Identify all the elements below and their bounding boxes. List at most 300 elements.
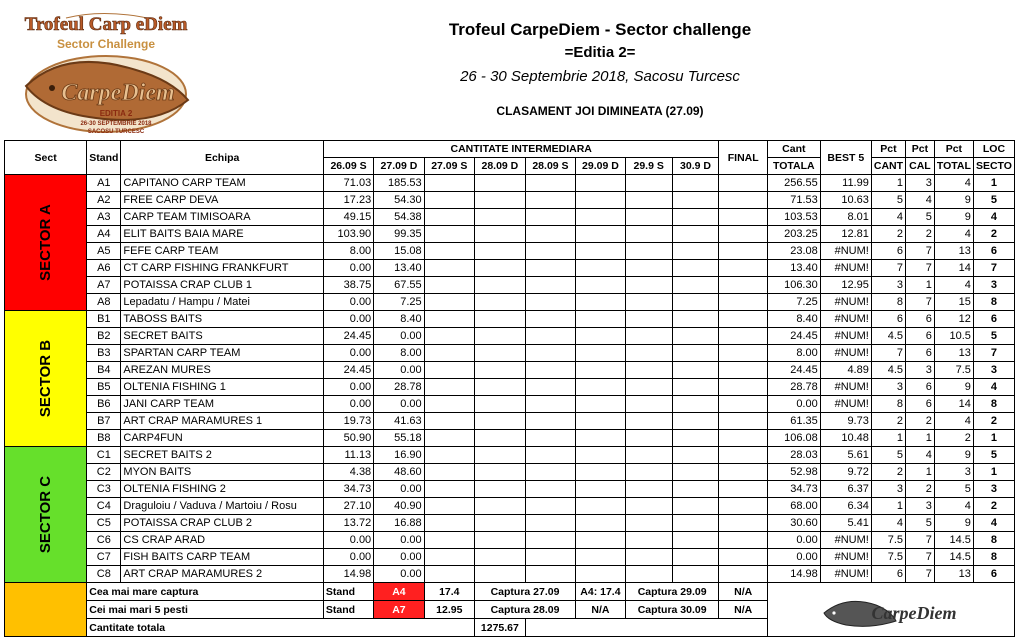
pct-cal-cell: 3 <box>906 498 935 515</box>
empty-day-cell <box>576 294 626 311</box>
stand-cell: B4 <box>87 362 121 379</box>
pct-cal-cell: 4 <box>906 447 935 464</box>
empty-day-cell <box>625 243 672 260</box>
table-row <box>5 379 1015 396</box>
empty-day-cell <box>525 243 575 260</box>
loc-cell: 4 <box>973 379 1014 396</box>
team-cell: CARP TEAM TIMISOARA <box>121 209 324 226</box>
col-day: 30.9 D <box>672 158 719 175</box>
final-cell <box>719 277 767 294</box>
pct-cal-cell: 7 <box>906 532 935 549</box>
empty-day-cell <box>625 192 672 209</box>
empty-day-cell <box>625 294 672 311</box>
pct-cant-cell: 3 <box>871 379 905 396</box>
table-body <box>5 175 1015 583</box>
stand-cell: B5 <box>87 379 121 396</box>
capture-2709-label: Captura 27.09 <box>474 583 575 601</box>
empty-day-cell <box>525 209 575 226</box>
col-day: 27.09 D <box>374 158 424 175</box>
pct-cant-cell: 2 <box>871 413 905 430</box>
sector-label: SECTOR A <box>5 175 87 311</box>
day2-cell: 16.90 <box>374 447 424 464</box>
final-cell <box>719 566 767 583</box>
biggest-catch-value: 17.4 <box>424 583 474 601</box>
table-row <box>5 192 1015 209</box>
empty-day-cell <box>576 192 626 209</box>
day1-cell: 24.45 <box>323 362 373 379</box>
best5-cell: 11.99 <box>820 175 871 192</box>
empty-day-cell <box>525 277 575 294</box>
pct-cal-cell: 2 <box>906 481 935 498</box>
team-cell: ART CRAP MARAMURES 1 <box>121 413 324 430</box>
team-cell: CARP4FUN <box>121 430 324 447</box>
total-cell: 13.40 <box>767 260 820 277</box>
table-row <box>5 362 1015 379</box>
carpediem-footer-logo <box>816 583 966 633</box>
team-cell: ELIT BAITS BAIA MARE <box>121 226 324 243</box>
pct-cal-cell: 1 <box>906 430 935 447</box>
loc-cell: 6 <box>973 311 1014 328</box>
pct-cant-cell: 7.5 <box>871 549 905 566</box>
col-pct-cant: CANT <box>871 158 905 175</box>
empty-day-cell <box>672 498 719 515</box>
empty-day-cell <box>525 328 575 345</box>
day1-cell: 103.90 <box>323 226 373 243</box>
pct-cant-cell: 6 <box>871 243 905 260</box>
total-cell: 28.78 <box>767 379 820 396</box>
empty-day-cell <box>576 260 626 277</box>
empty-day-cell <box>424 226 474 243</box>
stand-cell: B3 <box>87 345 121 362</box>
best5-cell: #NUM! <box>820 328 871 345</box>
best5-cell: 6.37 <box>820 481 871 498</box>
total-cell: 52.98 <box>767 464 820 481</box>
empty-day-cell <box>672 226 719 243</box>
empty-day-cell <box>672 413 719 430</box>
pct-total-cell: 14 <box>934 260 973 277</box>
empty-day-cell <box>525 362 575 379</box>
empty-day-cell <box>576 226 626 243</box>
pct-total-cell: 14.5 <box>934 549 973 566</box>
day2-cell: 41.63 <box>374 413 424 430</box>
empty-day-cell <box>474 362 525 379</box>
empty-day-cell <box>474 515 525 532</box>
final-cell <box>719 515 767 532</box>
pct-total-cell: 4 <box>934 277 973 294</box>
capture-3009-label: Captura 30.09 <box>625 601 719 619</box>
pct-total-cell: 4 <box>934 413 973 430</box>
table-row <box>5 260 1015 277</box>
day2-cell: 48.60 <box>374 464 424 481</box>
empty-day-cell <box>625 413 672 430</box>
day2-cell: 67.55 <box>374 277 424 294</box>
empty-day-cell <box>525 311 575 328</box>
day1-cell: 34.73 <box>323 481 373 498</box>
day2-cell: 40.90 <box>374 498 424 515</box>
capture-2809-value: N/A <box>576 601 626 619</box>
empty-day-cell <box>625 464 672 481</box>
col-day: 28.09 S <box>525 158 575 175</box>
empty-day-cell <box>474 379 525 396</box>
day1-cell: 50.90 <box>323 430 373 447</box>
total-cell: 106.30 <box>767 277 820 294</box>
pct-total-cell: 3 <box>934 464 973 481</box>
empty-day-cell <box>672 362 719 379</box>
total-cell: 28.03 <box>767 447 820 464</box>
col-day: 29.09 D <box>576 158 626 175</box>
empty-day-cell <box>424 243 474 260</box>
loc-cell: 5 <box>973 328 1014 345</box>
best5-cell: #NUM! <box>820 566 871 583</box>
team-cell: AREZAN MURES <box>121 362 324 379</box>
sector-label: SECTOR B <box>5 311 87 447</box>
table-row <box>5 294 1015 311</box>
day1-cell: 0.00 <box>323 311 373 328</box>
biggest-catch-label: Cea mai mare captura <box>87 583 324 601</box>
empty-day-cell <box>672 481 719 498</box>
biggest-catch-stand: A4 <box>374 583 424 601</box>
empty-day-cell <box>625 209 672 226</box>
loc-cell: 3 <box>973 277 1014 294</box>
day1-cell: 0.00 <box>323 345 373 362</box>
pct-cal-cell: 1 <box>906 277 935 294</box>
empty-day-cell <box>672 379 719 396</box>
best5-cell: 9.73 <box>820 413 871 430</box>
col-day: 26.09 S <box>323 158 373 175</box>
svg-text:Trofeul Carp eDiem: Trofeul Carp eDiem <box>24 14 188 35</box>
final-cell <box>719 260 767 277</box>
empty-day-cell <box>672 243 719 260</box>
empty-day-cell <box>474 396 525 413</box>
empty-day-cell <box>474 209 525 226</box>
empty-day-cell <box>424 311 474 328</box>
empty-day-cell <box>525 515 575 532</box>
best5-cell: #NUM! <box>820 345 871 362</box>
total-cell: 203.25 <box>767 226 820 243</box>
pct-total-cell: 12 <box>934 311 973 328</box>
final-cell <box>719 175 767 192</box>
empty-day-cell <box>625 175 672 192</box>
pct-cant-cell: 5 <box>871 447 905 464</box>
day2-cell: 8.00 <box>374 345 424 362</box>
table-row <box>5 430 1015 447</box>
loc-cell: 5 <box>973 192 1014 209</box>
empty-day-cell <box>625 277 672 294</box>
stand-cell: A1 <box>87 175 121 192</box>
stand-cell: A7 <box>87 277 121 294</box>
svg-text:Sector Challenge: Sector Challenge <box>56 37 156 51</box>
table-row <box>5 413 1015 430</box>
empty-day-cell <box>424 345 474 362</box>
pct-total-cell: 13 <box>934 566 973 583</box>
empty-day-cell <box>576 566 626 583</box>
empty-day-cell <box>525 192 575 209</box>
pct-total-cell: 9 <box>934 379 973 396</box>
empty-day-cell <box>474 430 525 447</box>
pct-total-cell: 13 <box>934 345 973 362</box>
pct-cal-cell: 1 <box>906 464 935 481</box>
empty-day-cell <box>424 294 474 311</box>
loc-cell: 1 <box>973 175 1014 192</box>
stand-cell: B1 <box>87 311 121 328</box>
day1-cell: 24.45 <box>323 328 373 345</box>
day1-cell: 27.10 <box>323 498 373 515</box>
empty-day-cell <box>474 447 525 464</box>
empty-day-cell <box>424 362 474 379</box>
total-cell: 30.60 <box>767 515 820 532</box>
col-loc-top: LOC <box>973 141 1014 158</box>
stand-label: Stand <box>323 601 373 619</box>
empty-day-cell <box>576 328 626 345</box>
report-title: Trofeul CarpeDiem - Sector challenge <box>448 20 752 39</box>
team-cell: CAPITANO CARP TEAM <box>121 175 324 192</box>
total-cell: 0.00 <box>767 532 820 549</box>
pct-cal-cell: 3 <box>906 175 935 192</box>
pct-total-cell: 5 <box>934 481 973 498</box>
day1-cell: 0.00 <box>323 379 373 396</box>
empty-day-cell <box>672 447 719 464</box>
ranking-title: CLASAMENT JOI DIMINEATA (27.09) <box>496 104 704 118</box>
empty-day-cell <box>625 345 672 362</box>
final-cell <box>719 226 767 243</box>
pct-cant-cell: 2 <box>871 464 905 481</box>
team-cell: FREE CARP DEVA <box>121 192 324 209</box>
pct-cal-cell: 3 <box>906 362 935 379</box>
empty-day-cell <box>576 481 626 498</box>
total-cell: 7.25 <box>767 294 820 311</box>
col-team: Echipa <box>121 141 324 175</box>
day1-cell: 17.23 <box>323 192 373 209</box>
total-cell: 256.55 <box>767 175 820 192</box>
empty-day-cell <box>474 481 525 498</box>
table-row <box>5 532 1015 549</box>
empty-day-cell <box>625 566 672 583</box>
empty-day-cell <box>525 566 575 583</box>
day2-cell: 28.78 <box>374 379 424 396</box>
total-cell: 8.00 <box>767 345 820 362</box>
loc-cell: 7 <box>973 260 1014 277</box>
stand-cell: C2 <box>87 464 121 481</box>
pct-cant-cell: 4 <box>871 209 905 226</box>
empty-day-cell <box>525 447 575 464</box>
day2-cell: 8.40 <box>374 311 424 328</box>
day1-cell: 13.72 <box>323 515 373 532</box>
final-cell <box>719 294 767 311</box>
best5-cell: 12.95 <box>820 277 871 294</box>
col-pct-cal: CAL <box>906 158 935 175</box>
pct-cal-cell: 6 <box>906 311 935 328</box>
day2-cell: 99.35 <box>374 226 424 243</box>
pct-cal-cell: 6 <box>906 379 935 396</box>
pct-cal-cell: 5 <box>906 209 935 226</box>
best5-fish-value: 12.95 <box>424 601 474 619</box>
day1-cell: 0.00 <box>323 532 373 549</box>
table-row <box>5 549 1015 566</box>
day2-cell: 0.00 <box>374 396 424 413</box>
loc-cell: 2 <box>973 413 1014 430</box>
empty-day-cell <box>625 328 672 345</box>
empty-day-cell <box>525 549 575 566</box>
table-row <box>5 447 1015 464</box>
pct-cant-cell: 5 <box>871 192 905 209</box>
empty-day-cell <box>576 175 626 192</box>
loc-cell: 1 <box>973 430 1014 447</box>
best5-cell: #NUM! <box>820 379 871 396</box>
loc-cell: 8 <box>973 396 1014 413</box>
stand-cell: C7 <box>87 549 121 566</box>
pct-cant-cell: 4.5 <box>871 328 905 345</box>
empty-day-cell <box>672 345 719 362</box>
total-cell: 0.00 <box>767 396 820 413</box>
best5-cell: 8.01 <box>820 209 871 226</box>
total-cell: 34.73 <box>767 481 820 498</box>
empty-day-cell <box>474 260 525 277</box>
best5-cell: #NUM! <box>820 532 871 549</box>
best5-cell: #NUM! <box>820 243 871 260</box>
stand-cell: A8 <box>87 294 121 311</box>
total-cell: 0.00 <box>767 549 820 566</box>
pct-cant-cell: 1 <box>871 175 905 192</box>
empty-day-cell <box>576 532 626 549</box>
pct-cant-cell: 7 <box>871 260 905 277</box>
day1-cell: 49.15 <box>323 209 373 226</box>
empty-day-cell <box>672 396 719 413</box>
loc-cell: 8 <box>973 549 1014 566</box>
svg-text:EDITIA 2: EDITIA 2 <box>99 109 133 118</box>
day1-cell: 14.98 <box>323 566 373 583</box>
total-quantity-value: 1275.67 <box>474 619 525 637</box>
empty-day-cell <box>625 549 672 566</box>
final-cell <box>719 498 767 515</box>
empty-day-cell <box>576 362 626 379</box>
empty-day-cell <box>525 345 575 362</box>
loc-cell: 3 <box>973 362 1014 379</box>
pct-total-cell: 9 <box>934 447 973 464</box>
table-row <box>5 277 1015 294</box>
stand-cell: A5 <box>87 243 121 260</box>
empty-day-cell <box>576 396 626 413</box>
empty-day-cell <box>576 464 626 481</box>
empty-day-cell <box>474 175 525 192</box>
pct-cal-cell: 7 <box>906 260 935 277</box>
empty-day-cell <box>625 481 672 498</box>
empty-day-cell <box>576 277 626 294</box>
report-header <box>0 0 1015 140</box>
final-cell <box>719 464 767 481</box>
empty-day-cell <box>424 447 474 464</box>
empty-day-cell <box>525 379 575 396</box>
empty-day-cell <box>576 447 626 464</box>
best5-cell: #NUM! <box>820 294 871 311</box>
pct-total-cell: 4 <box>934 498 973 515</box>
empty-day-cell <box>672 192 719 209</box>
sector-label: SECTOR C <box>5 447 87 583</box>
day1-cell: 4.38 <box>323 464 373 481</box>
empty-day-cell <box>576 430 626 447</box>
empty-day-cell <box>424 396 474 413</box>
capture-3009-value: N/A <box>719 601 767 619</box>
empty-day-cell <box>474 226 525 243</box>
pct-cal-cell: 6 <box>906 345 935 362</box>
day1-cell: 71.03 <box>323 175 373 192</box>
empty-day-cell <box>625 396 672 413</box>
empty-day-cell <box>672 277 719 294</box>
stand-cell: A3 <box>87 209 121 226</box>
empty-day-cell <box>672 515 719 532</box>
pct-cant-cell: 1 <box>871 498 905 515</box>
final-cell <box>719 243 767 260</box>
team-cell: SECRET BAITS 2 <box>121 447 324 464</box>
team-cell: POTAISSA CRAP CLUB 2 <box>121 515 324 532</box>
pct-cant-cell: 1 <box>871 430 905 447</box>
empty-day-cell <box>625 515 672 532</box>
final-cell <box>719 209 767 226</box>
pct-cant-cell: 2 <box>871 226 905 243</box>
final-cell <box>719 192 767 209</box>
empty-day-cell <box>474 243 525 260</box>
best5-cell: #NUM! <box>820 396 871 413</box>
team-cell: CT CARP FISHING FRANKFURT <box>121 260 324 277</box>
stand-cell: C8 <box>87 566 121 583</box>
loc-cell: 7 <box>973 345 1014 362</box>
empty-day-cell <box>576 311 626 328</box>
day2-cell: 0.00 <box>374 566 424 583</box>
empty-day-cell <box>474 464 525 481</box>
team-cell: MYON BAITS <box>121 464 324 481</box>
empty-day-cell <box>576 515 626 532</box>
pct-cal-cell: 7 <box>906 243 935 260</box>
empty-day-cell <box>525 532 575 549</box>
svg-text:26-30 SEPTEMBRIE 2018: 26-30 SEPTEMBRIE 2018 <box>80 121 152 127</box>
day1-cell: 0.00 <box>323 260 373 277</box>
team-cell: Lepadatu / Hampu / Matei <box>121 294 324 311</box>
col-intermediate: CANTITATE INTERMEDIARA <box>323 141 719 158</box>
event-dates: 26 - 30 Septembrie 2018, Sacosu Turcesc <box>460 68 740 85</box>
col-stand: Stand <box>87 141 121 175</box>
day2-cell: 7.25 <box>374 294 424 311</box>
table-row <box>5 175 1015 192</box>
empty-day-cell <box>625 362 672 379</box>
team-cell: FISH BAITS CARP TEAM <box>121 549 324 566</box>
pct-cal-cell: 7 <box>906 294 935 311</box>
pct-total-cell: 7.5 <box>934 362 973 379</box>
best5-fish-label: Cei mai mari 5 pesti <box>87 601 324 619</box>
best5-cell: 6.34 <box>820 498 871 515</box>
table-row <box>5 515 1015 532</box>
empty-day-cell <box>474 498 525 515</box>
best5-cell: 10.48 <box>820 430 871 447</box>
empty-day-cell <box>525 413 575 430</box>
stand-cell: B2 <box>87 328 121 345</box>
pct-total-cell: 9 <box>934 515 973 532</box>
day2-cell: 0.00 <box>374 481 424 498</box>
loc-cell: 4 <box>973 515 1014 532</box>
stand-cell: A4 <box>87 226 121 243</box>
empty-day-cell <box>576 498 626 515</box>
team-cell: TABOSS BAITS <box>121 311 324 328</box>
empty-day-cell <box>525 396 575 413</box>
total-cell: 103.53 <box>767 209 820 226</box>
footer-color-cell <box>5 583 87 637</box>
total-quantity-label: Cantitate totala <box>87 619 475 637</box>
team-cell: SECRET BAITS <box>121 328 324 345</box>
best5-cell: 4.89 <box>820 362 871 379</box>
empty-day-cell <box>525 430 575 447</box>
loc-cell: 6 <box>973 243 1014 260</box>
empty-day-cell <box>525 498 575 515</box>
pct-cal-cell: 6 <box>906 396 935 413</box>
pct-total-cell: 2 <box>934 430 973 447</box>
